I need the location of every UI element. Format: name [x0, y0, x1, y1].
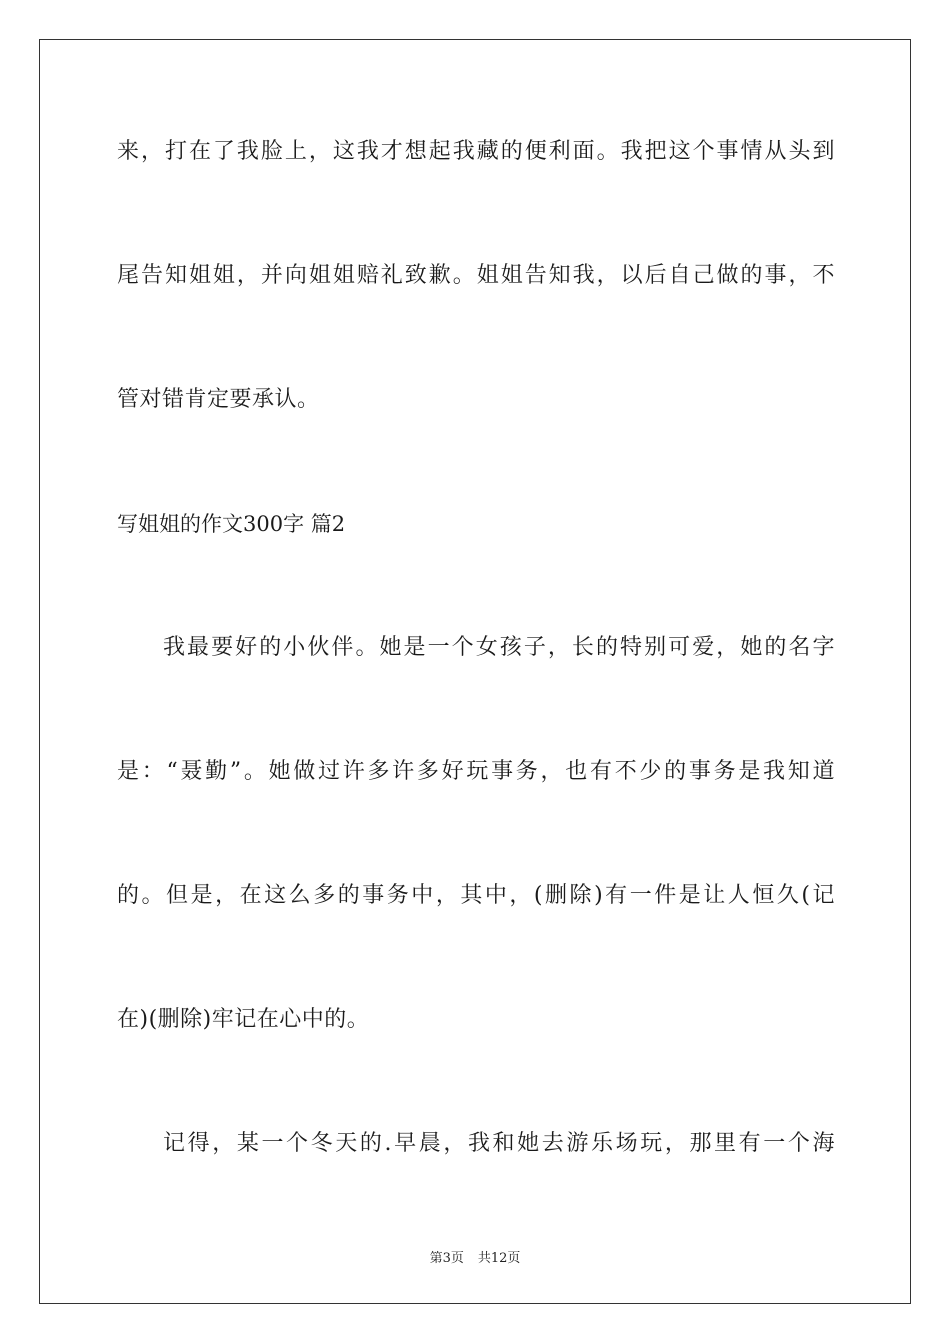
paragraph-line-3: 管对错肯定要承认。	[117, 387, 320, 412]
page-footer	[0, 1247, 950, 1266]
paragraph-line-8: 记得，某一个冬天的.早晨，我和她去游乐场玩，那里有一个海	[163, 1131, 835, 1156]
paragraph-line-7: 在)(删除)牢记在心中的。	[117, 1007, 370, 1032]
page-number: 第3页	[429, 1251, 464, 1266]
paragraph-line-1: 来，打在了我脸上，这我才想起我藏的便利面。我把这个事情从头到	[117, 139, 835, 164]
paragraph-line-5: 是：“聂勤”。她做过许多许多好玩事务，也有不少的事务是我知道	[117, 759, 835, 784]
page-border	[39, 39, 911, 1304]
paragraph-line-4: 我最要好的小伙伴。她是一个女孩子，长的特别可爱，她的名字	[163, 635, 835, 660]
total-pages: 共12页	[477, 1251, 521, 1266]
paragraph-line-2: 尾告知姐姐，并向姐姐赔礼致歉。姐姐告知我，以后自己做的事，不	[117, 263, 835, 288]
paragraph-line-6: 的。但是，在这么多的事务中，其中，(删除)有一件是让人恒久(记	[117, 883, 835, 908]
section-heading: 写姐姐的作文300字 篇2	[117, 512, 346, 536]
